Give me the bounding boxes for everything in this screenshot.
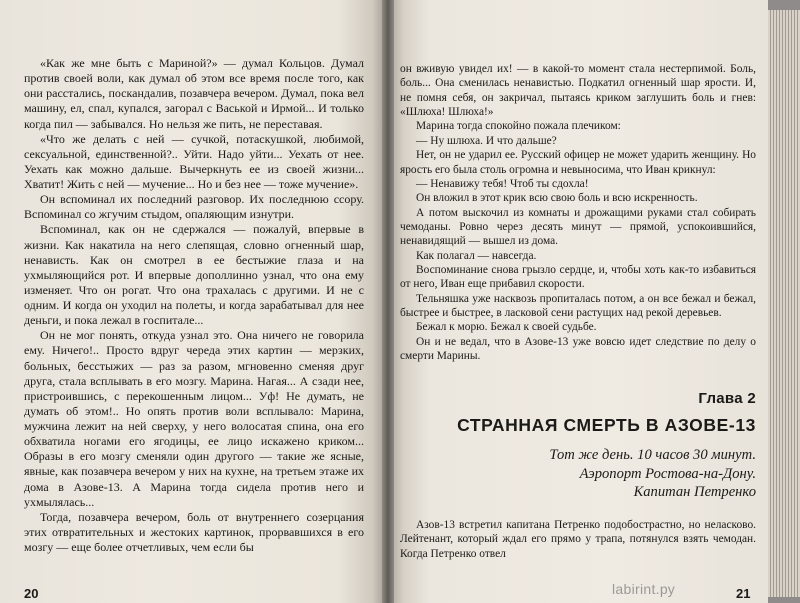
paragraph: «Что же делать с ней — сучкой, потаскушкой, любимой, сексуальной, единственной?.. Уйти. Надо уйти... Уехать от нее. Уехать как можно дальше. Вычеркнуть ее из своей жизни... Хватит! Жить с ней — мучение... Но и без нее — тоже мучение». <box>24 131 364 191</box>
paragraph: Нет, он не ударил ее. Русский офицер не может ударить женщину. Но ярость его была столь огромна и невыносима, что Иван крикнул: <box>400 149 756 176</box>
paragraph: Он вложил в этот крик всю свою боль и всю искренность. <box>416 192 698 205</box>
paragraph: Он не мог понять, откуда узнал это. Она ничего не говорила ему. Ничего!.. Просто вдруг череда этих картин — мерзких, больных, бесстыжих — раз за разом, мгновенно сменяя друг друга, стала всплывать в его мозгу. Марина. Нагая... А сзади нее, пристроившись, с перекошенным лицом... Уф! Не думать, не думать об этом!.. Но опять против воли всплывало: Марина, мужчина лежит на ней сверху, у него волосатая спина, она его обхватила ногами его ягодицы, ее лицо искажено криком... Образы в его мозгу сменяли один другого — такие же ясные, явные, как позавчера вечером у них на кухне, на третьем этаже их дома в Азове-13. А Марина тогда сидела против него и ухмылялась... <box>24 328 364 509</box>
page-edges <box>768 10 800 597</box>
paragraph: Как полагал — навсегда. <box>416 249 537 262</box>
paragraph: Тельняшка уже насквозь пропиталась потом, а он все бежал и бежал, быстрее и быстрее, в ласковой сени растущих над рекой деревьев. <box>400 292 756 320</box>
paragraph: «Как же мне быть с Мариной?» — думал Кольцов. Думал против своей воли, как думал об этом все время после того, как они расстались, поскандалив, позавчера вечером. Думал, пока вел машину, ел, спал, купался, загорал с Васькой и Ирмой... И только когда пил — забывался. Но нельзя же пить, не переставая. <box>24 56 364 131</box>
paragraph: Вспоминал, как он не сдержался — пожалуй, впервые в жизни. Как накатила на него слепящая, словно огненный шар, ненависть. Как он смотрел в ее бестыжие глаза и на ухмыляющийся рот. И впервые дополлинно узнал, что она ему изменяет. Что он рогат. Что она трахалась с другими. И не с одним. И когда он уходил на полеты, и когда зарабатывал для нее деньги, и пока лежал в госпитале... <box>24 222 364 328</box>
page-number-right: 21 <box>736 586 751 601</box>
paragraph: Бежал к морю. Бежал к своей судьбе. <box>416 321 597 334</box>
paragraph: Тогда, позавчера вечером, боль от внутреннего созерцания этих отвратительных и жестоких картинок, прорвавшихся в его мозгу — еще более отчетливых, чем если бы <box>24 509 364 554</box>
chapter-epigraph <box>400 446 756 502</box>
paragraph: — Ну шлюха. И что дальше? <box>416 134 557 147</box>
paragraph: Азов-13 встретил капитана Петренко подобострастно, но неласково. Лейтенант, который ждал его прямо у трапа, потянулся взять чемодан. Когда Петренко отвел <box>400 519 756 560</box>
paragraph: — Ненавижу тебя! Чтоб ты сдохла! <box>416 177 589 190</box>
right-page-text <box>400 62 756 561</box>
watermark: labirint.ру <box>612 581 676 597</box>
epigraph-line: Капитан Петренко <box>633 484 756 501</box>
paragraph: Марина тогда спокойно пожала плечиком: <box>416 120 621 133</box>
epigraph-line: Аэропорт Ростова-на-Дону. <box>579 465 756 482</box>
chapter-title: СТРАННАЯ СМЕРТЬ В АЗОВЕ-13 <box>457 414 756 435</box>
book-gutter <box>382 0 394 603</box>
page-number-left: 20 <box>24 586 39 601</box>
left-page-text <box>24 56 364 555</box>
chapter-label: Глава 2 <box>698 389 756 407</box>
paragraph: А потом выскочил из комнаты и дрожащими руками стал собирать чемоданы. Ровно через десять минут — прямой, успокоившийся, ненавидящий — вышел из дома. <box>400 206 756 248</box>
paragraph: Воспоминание снова грызло сердце, и, чтобы хоть как-то избавиться от него, Иван еще прибавил скорости. <box>400 264 756 291</box>
paragraph: Он и не ведал, что в Азове-13 уже вовсю идет следствие по делу о смерти Марины. <box>400 335 756 363</box>
epigraph-line: Тот же день. 10 часов 30 минут. <box>549 447 756 464</box>
paragraph: он вживую увидел их! — в какой-то момент стала нестерпимой. Боль, боль... Она сменилась ненавистью. Подкатил огненный шар ярости. И, не помня себя, он закричал, пытаясь криком заглушить боль и гнев: «Шлюха! Шлюха!» <box>400 63 756 119</box>
paragraph: Он вспоминал их последний разговор. Их последнюю ссору. Вспоминал со жгучим стыдом, опаляющим изнутри. <box>24 192 364 222</box>
